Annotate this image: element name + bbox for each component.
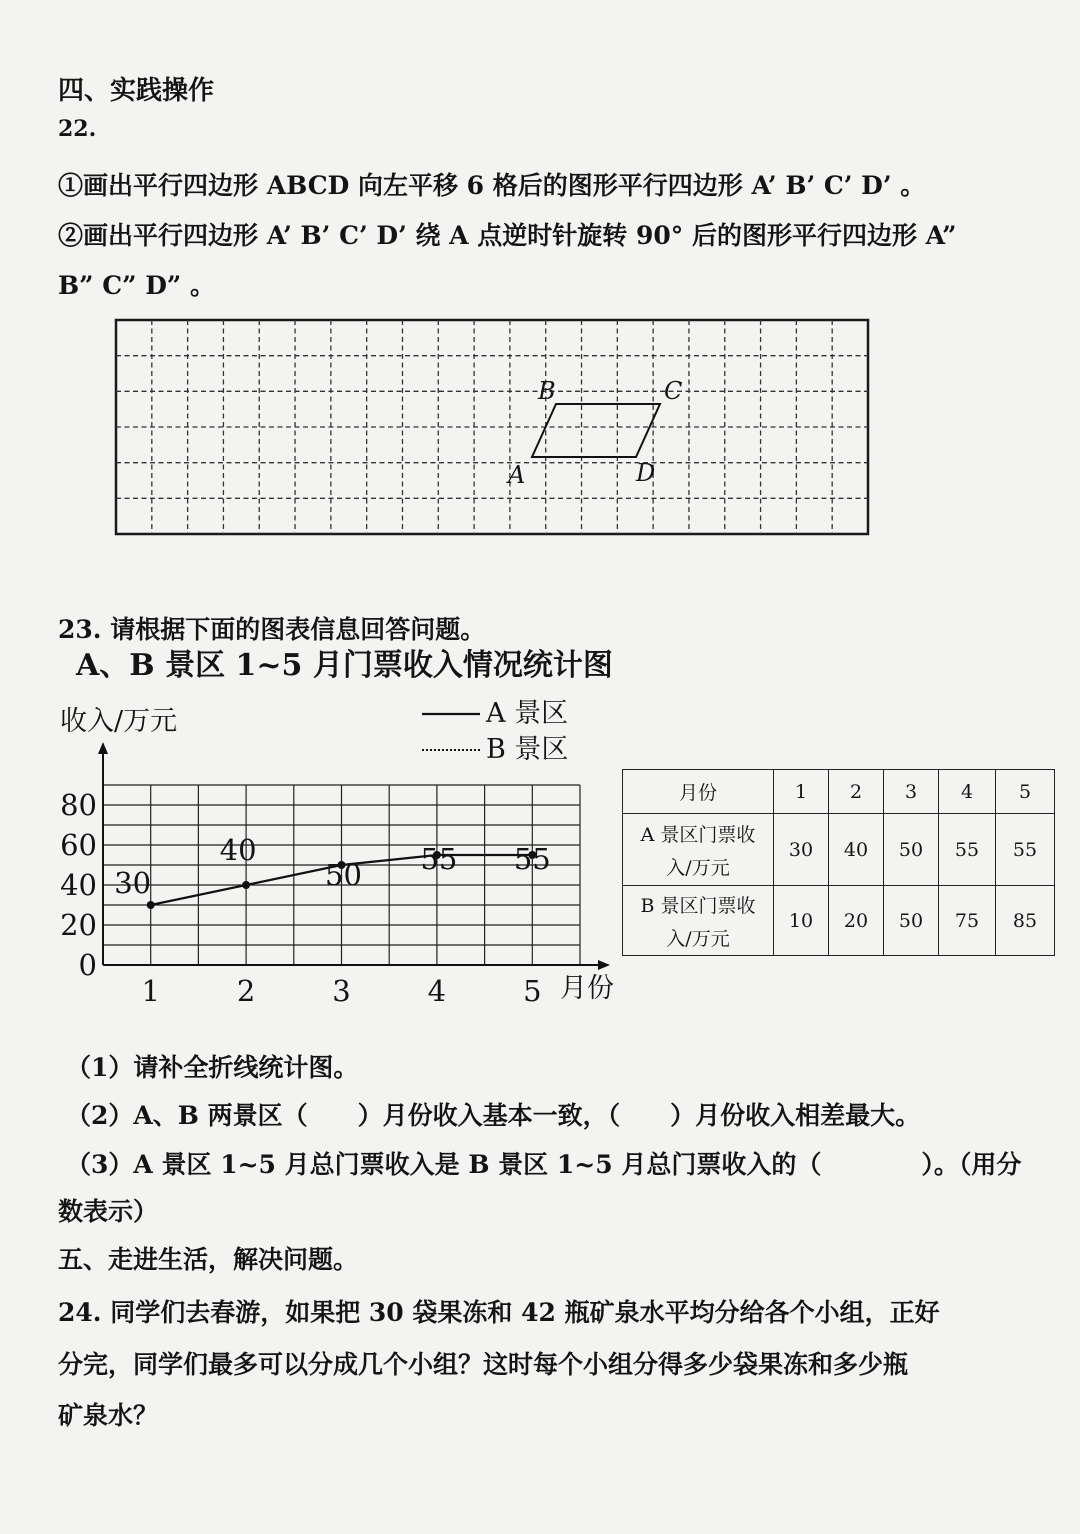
question-23-sub-2: （2）A、B 两景区（ ）月份收入基本一致，（ ）月份收入相差最大。 (66, 1101, 921, 1130)
question-23-sub-3-line-1: （3）A 景区 1~5 月总门票收入是 B 景区 1~5 月总门票收入的（ ）。（用分 (66, 1150, 1022, 1179)
question-22-item-1: ①画出平行四边形 ABCD 向左平移 6 格后的图形平行四边形 A’ B’ C’ D’ 。 (58, 171, 926, 200)
table-cell: 30 (774, 814, 829, 886)
data-label: 40 (219, 833, 257, 867)
table-cell: 50 (884, 886, 939, 956)
table-row-label: B 景区门票收 入/万元 (623, 886, 774, 956)
table-header-cell: 5 (996, 770, 1055, 814)
table-row (623, 886, 1055, 956)
section-4-title: 四、实践操作 (58, 76, 215, 106)
data-point (242, 881, 250, 889)
table-header-cell: 4 (939, 770, 996, 814)
x-axis-label: 月份 (560, 973, 614, 1004)
y-tick-label: 20 (60, 908, 97, 942)
table-cell: 75 (939, 886, 996, 956)
x-tick-label: 4 (427, 974, 447, 1008)
vertex-label-c: C (664, 377, 683, 405)
legend (422, 698, 568, 765)
table-header-cell: 3 (884, 770, 939, 814)
table-cell: 20 (829, 886, 884, 956)
y-tick-label: 80 (60, 788, 97, 822)
table-row-label: A 景区门票收 入/万元 (623, 814, 774, 886)
x-axis-arrow (598, 960, 610, 970)
question-23-sub-1: （1）请补全折线统计图。 (66, 1053, 359, 1082)
table-header-cell: 1 (774, 770, 829, 814)
question-22-item-2-line-1: ②画出平行四边形 A’ B’ C’ D’ 绕 A 点逆时针旋转 90° 后的图形平行四边形 A” (58, 221, 957, 250)
question-24-line-1: 24. 同学们去春游，如果把 30 袋果冻和 42 瓶矿泉水平均分给各个小组，正好 (58, 1298, 940, 1327)
data-label: 55 (420, 842, 458, 876)
data-label: 50 (325, 858, 362, 892)
parallelogram-abcd (532, 404, 660, 457)
y-axis-label: 收入/万元 (60, 706, 178, 737)
x-tick-label: 3 (332, 974, 351, 1008)
legend-a-label: A 景区 (486, 698, 569, 729)
question-23-sub-3-line-2: 数表示） (58, 1197, 159, 1226)
y-tick-label: 0 (78, 948, 97, 982)
question-23-intro: 23. 请根据下面的图表信息回答问题。 (58, 615, 486, 644)
table-header-cell: 月份 (623, 770, 774, 814)
x-tick-label: 2 (236, 974, 256, 1008)
vertex-label-d: D (636, 459, 656, 487)
grid-lines (116, 320, 868, 534)
x-tick-label: 5 (523, 974, 542, 1008)
line-chart (50, 690, 640, 1020)
table-cell: 50 (884, 814, 939, 886)
table-cell: 10 (774, 886, 829, 956)
y-tick-label: 40 (60, 868, 97, 902)
question-24-line-2: 分完，同学们最多可以分成几个小组？这时每个小组分得多少袋果冻和多少瓶 (58, 1350, 909, 1379)
table-cell: 55 (939, 814, 996, 886)
table-cell: 85 (996, 886, 1055, 956)
question-24-line-3: 矿泉水？ (58, 1401, 159, 1430)
table-cell: 55 (996, 814, 1055, 886)
question-22-number: 22. (58, 116, 97, 142)
x-tick-label: 1 (141, 974, 160, 1008)
vertex-label-b: B (538, 377, 556, 405)
data-label: 30 (114, 866, 152, 900)
parallelogram-grid (108, 313, 878, 543)
chart-title: A、B 景区 1~5 月门票收入情况统计图 (76, 648, 613, 683)
table-row (623, 814, 1055, 886)
data-point (147, 901, 155, 909)
income-table (622, 769, 1055, 956)
table-header-row (623, 770, 1055, 814)
y-tick-label: 60 (60, 828, 97, 862)
section-5-title: 五、走进生活，解决问题。 (58, 1245, 359, 1274)
table-header-cell: 2 (829, 770, 884, 814)
legend-b-label: B 景区 (486, 734, 569, 765)
data-label: 55 (513, 842, 551, 876)
table-cell: 40 (829, 814, 884, 886)
vertex-label-a: A (508, 461, 526, 489)
question-22-item-2-line-2: B” C” D” 。 (58, 271, 215, 300)
y-axis-arrow (98, 742, 108, 754)
